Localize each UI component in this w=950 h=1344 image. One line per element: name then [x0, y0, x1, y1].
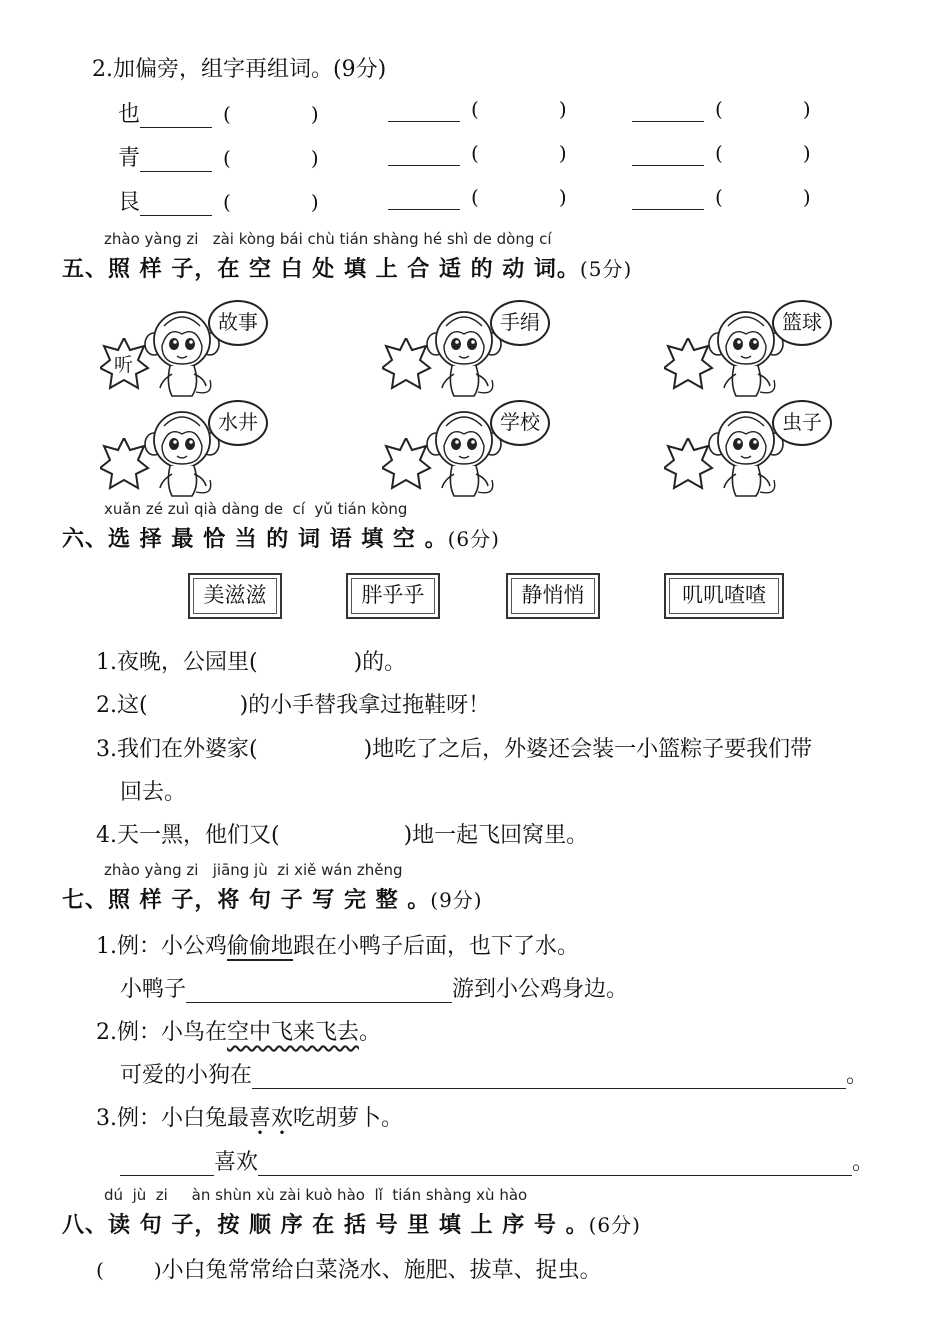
- q2-row-1-c: [632, 97, 811, 122]
- verb-card-5: [382, 400, 582, 500]
- order-paren-open: (: [96, 1258, 104, 1282]
- answer-blank[interactable]: [140, 105, 212, 128]
- ans2-pre: 可爱的小狗在: [120, 1063, 253, 1088]
- radical-char: 青: [118, 146, 141, 171]
- paren-close: ): [558, 97, 567, 121]
- s6-item-1-pre: 1.夜晚，公园里(: [96, 650, 258, 675]
- s6-item-2: [96, 688, 490, 719]
- paren-close: ): [802, 185, 811, 209]
- paren-close: ): [558, 185, 567, 209]
- answer-blank[interactable]: [632, 143, 704, 166]
- s8-heading: [62, 1208, 641, 1239]
- s5-score: (5分): [579, 257, 633, 281]
- s6-item-3: [96, 732, 812, 763]
- s7-pinyin: zhào yàng zi jiāng jù zi xiě wán zhěng: [104, 861, 403, 879]
- verb-card-2: [382, 300, 582, 400]
- s6-item-4-pre: 4.天一黑，他们又(: [96, 823, 280, 848]
- word-option-1: 美滋滋: [188, 573, 282, 619]
- answer-line[interactable]: [186, 980, 452, 1003]
- s6-item-3-cont: 回去。: [120, 780, 187, 805]
- paren-close: ): [310, 190, 319, 214]
- answer-blank[interactable]: [632, 99, 704, 122]
- word-bubble: 虫子: [772, 400, 832, 446]
- s7-score: (9分): [430, 888, 483, 912]
- word-option-2: 胖乎乎: [346, 573, 440, 619]
- ex2-wavy: 空中飞来飞去: [227, 1020, 360, 1045]
- paren-open: (: [223, 190, 231, 214]
- q2-row-2-b: [388, 141, 567, 166]
- s8-item-1-text: 小白兔常常给白菜浇水、施肥、拔草、捉虫。: [161, 1258, 602, 1283]
- s6-item-4: [96, 818, 588, 849]
- paren-open: (: [715, 141, 723, 165]
- s7-example-2: [96, 1015, 381, 1046]
- ex1-post: 跟在小鸭子后面，也下了水。: [293, 934, 580, 959]
- word-bubble: 学校: [490, 400, 550, 446]
- ex2-post: 。: [359, 1020, 382, 1045]
- paren-close: ): [310, 146, 319, 170]
- q2-row-1: [118, 97, 319, 128]
- q2-title: 2.加偏旁，组字再组词。(9分): [92, 57, 387, 82]
- q2-row-2: [118, 141, 319, 172]
- s6-item-1-post: )的。: [353, 650, 407, 675]
- star-answer-icon[interactable]: [382, 338, 432, 390]
- example-verb: 听: [114, 354, 134, 376]
- answer-line[interactable]: [258, 1153, 852, 1176]
- verb-card-1: [100, 300, 300, 400]
- s6-item-3-pre: 3.我们在外婆家(: [96, 737, 258, 762]
- s6-item-1: [96, 645, 406, 676]
- answer-line[interactable]: [120, 1153, 214, 1176]
- word-option-3: 静悄悄: [506, 573, 600, 619]
- star-answer-icon[interactable]: [382, 438, 432, 490]
- s5-pinyin: zhào yàng zi zài kòng bái chù tián shàng hé shì de dòng cí: [104, 230, 552, 248]
- paren-open: (: [471, 185, 479, 209]
- word-bubble: 手绢: [490, 300, 550, 346]
- s7-answer-2: [120, 1058, 868, 1089]
- paren-open: (: [471, 97, 479, 121]
- star-answer-icon[interactable]: [664, 438, 714, 490]
- s7-heading: [62, 883, 483, 914]
- ex3-post: 吃胡萝卜。: [293, 1106, 404, 1131]
- word-bubble: 篮球: [772, 300, 832, 346]
- ex3-dotted-1: 喜: [249, 1106, 272, 1131]
- q2-row-3: [118, 185, 319, 216]
- answer-line[interactable]: [252, 1066, 846, 1089]
- star-answer-icon[interactable]: [664, 338, 714, 390]
- s6-pinyin: xuǎn zé zuì qià dàng de cí yǔ tián kòng: [104, 500, 408, 518]
- paren-close: ): [802, 141, 811, 165]
- answer-blank[interactable]: [388, 143, 460, 166]
- ex3-pre: 3.例：小白兔最: [96, 1106, 249, 1131]
- answer-blank[interactable]: [632, 187, 704, 210]
- s7-example-1: [96, 929, 579, 960]
- s6-score: (6分): [447, 527, 500, 551]
- order-paren-close: ): [153, 1258, 162, 1282]
- verb-card-6: [664, 400, 864, 500]
- s6-heading: [62, 522, 500, 553]
- paren-close: ): [558, 141, 567, 165]
- ex1-underlined: 偷偷地: [227, 934, 294, 959]
- ex3-dotted-2: 欢: [271, 1106, 294, 1131]
- paren-open: (: [715, 185, 723, 209]
- word-bubble: 故事: [208, 300, 268, 346]
- answer-blank[interactable]: [140, 149, 212, 172]
- answer-blank[interactable]: [388, 99, 460, 122]
- ans3-end: 。: [852, 1150, 875, 1175]
- word-option-4: 叽叽喳喳: [664, 573, 784, 619]
- paren-open: (: [223, 102, 231, 126]
- ans1-post: 游到小公鸡身边。: [452, 977, 629, 1002]
- q2-row-3-c: [632, 185, 811, 210]
- ans2-end: 。: [846, 1063, 869, 1088]
- s6-item-3-post: )地吃了之后，外婆还会装一小篮粽子要我们带: [363, 737, 813, 762]
- word-bubble: 水井: [208, 400, 268, 446]
- s7-answer-1: [120, 972, 628, 1003]
- verb-card-4: [100, 400, 300, 500]
- radical-char: 艮: [118, 190, 141, 215]
- s8-pinyin: dú jù zi àn shùn xù zài kuò hào lǐ tián shàng xù hào: [104, 1186, 528, 1204]
- q2-row-2-c: [632, 141, 811, 166]
- s6-item-2-post: )的小手替我拿过拖鞋呀！: [239, 693, 491, 718]
- s5-heading-text: 五、照 样 子，在 空 白 处 填 上 合 适 的 动 词。: [62, 257, 580, 282]
- s6-heading-text: 六、选 择 最 恰 当 的 词 语 填 空 。: [62, 527, 448, 552]
- paren-open: (: [471, 141, 479, 165]
- s7-example-3: [96, 1101, 403, 1132]
- answer-blank[interactable]: [388, 187, 460, 210]
- paren-close: ): [310, 102, 319, 126]
- q2-row-3-b: [388, 185, 567, 210]
- s7-answer-3: [120, 1145, 874, 1176]
- verb-card-3: [664, 300, 864, 400]
- ans1-pre: 小鸭子: [120, 977, 187, 1002]
- ex2-pre: 2.例：小鸟在: [96, 1020, 227, 1045]
- ans3-mid: 喜欢: [214, 1150, 259, 1175]
- s6-item-4-post: )地一起飞回窝里。: [403, 823, 589, 848]
- s6-item-2-pre: 2.这(: [96, 693, 148, 718]
- s8-score: (6分): [588, 1213, 641, 1237]
- s8-heading-text: 八、读 句 子，按 顺 序 在 括 号 里 填 上 序 号 。: [62, 1213, 589, 1238]
- s7-heading-text: 七、照 样 子，将 句 子 写 完 整 。: [62, 888, 431, 913]
- paren-open: (: [223, 146, 231, 170]
- paren-open: (: [715, 97, 723, 121]
- answer-blank[interactable]: [140, 193, 212, 216]
- star-answer-icon[interactable]: [100, 438, 150, 490]
- ex1-pre: 1.例：小公鸡: [96, 934, 227, 959]
- radical-char: 也: [118, 102, 141, 127]
- s5-heading: [62, 252, 632, 283]
- s8-item-1: [96, 1253, 602, 1284]
- paren-close: ): [802, 97, 811, 121]
- q2-row-1-b: [388, 97, 567, 122]
